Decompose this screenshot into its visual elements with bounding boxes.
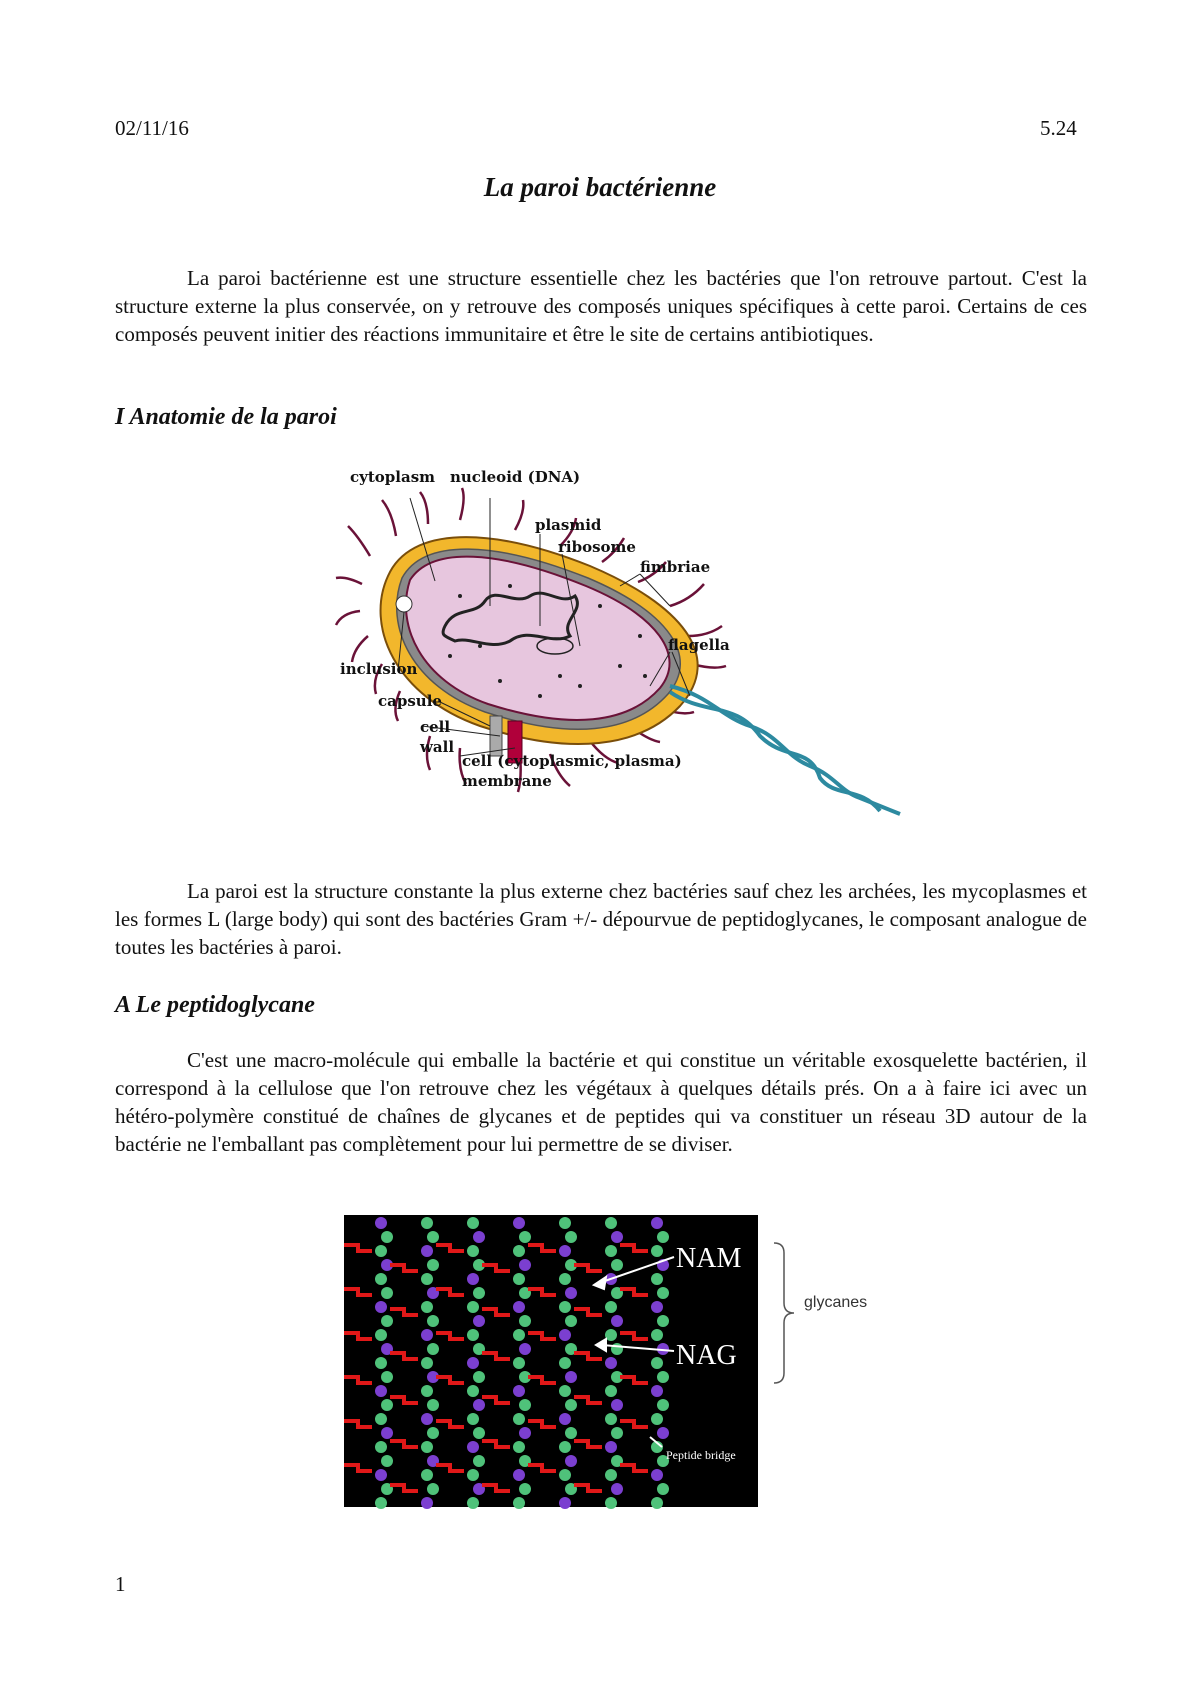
sugar-bead [375,1329,387,1341]
sugar-bead [559,1413,571,1425]
label-flagella: flagella [668,636,730,654]
sugar-bead [467,1329,479,1341]
sugar-bead [611,1427,623,1439]
sugar-bead [657,1427,669,1439]
sugar-bead [605,1413,617,1425]
sugar-bead [467,1245,479,1257]
sugar-bead [559,1273,571,1285]
label-cell: cell [420,718,451,736]
sugar-bead [375,1273,387,1285]
label-membrane-line2: membrane [462,772,552,790]
sugar-bead [513,1301,525,1313]
sugar-bead [559,1357,571,1369]
sugar-bead [427,1343,439,1355]
sugar-bead [467,1273,479,1285]
sugar-bead [513,1357,525,1369]
label-membrane-line1: cell (cytoplasmic, plasma) [462,752,682,770]
sugar-bead [611,1315,623,1327]
sugar-bead [657,1399,669,1411]
sugar-bead [605,1245,617,1257]
sugar-bead [421,1245,433,1257]
sugar-bead [565,1455,577,1467]
sugar-bead [605,1217,617,1229]
sugar-bead [381,1455,393,1467]
section-heading-anatomy: I Anatomie de la paroi [115,404,337,430]
sugar-bead [605,1357,617,1369]
sugar-bead [519,1427,531,1439]
sugar-bead [421,1273,433,1285]
sugar-bead [519,1315,531,1327]
sugar-bead [513,1329,525,1341]
sugar-bead [421,1329,433,1341]
intro-paragraph: La paroi bactérienne est une structure essentielle chez les bactéries que l'on retrouve partout. C'est la structure externe la plus conservée, on y retrouve des composés uniques spécifiques à cette paroi. Certains de ces composés peuvent initier des réactions immunitaire et être le site de certains antibiotiques. [115,266,1087,346]
label-inclusion: inclusion [340,660,418,678]
header-date: 02/11/16 [115,116,189,140]
sugar-bead [473,1371,485,1383]
sugar-bead [467,1441,479,1453]
sugar-bead [651,1469,663,1481]
sugar-bead [421,1413,433,1425]
sugar-bead [427,1427,439,1439]
sugar-bead [473,1287,485,1299]
sugar-bead [467,1217,479,1229]
sugar-bead [657,1287,669,1299]
sugar-bead [565,1231,577,1243]
sugar-bead [565,1287,577,1299]
sugar-bead [421,1217,433,1229]
sugar-bead [565,1371,577,1383]
sugar-bead [427,1259,439,1271]
peptidoglycan-paragraph: C'est une macro-molécule qui emballe la bactérie et qui constitue un véritable exosquelette bactérien, il correspond à la cellulose que l'on retrouve chez les végétaux à quelques détails prés. On a à faire ici avec un hétéro-polymère constitué de chaînes de glycanes et de peptides qui va constituer un réseau 3D autour de la bactérie ne l'emballant pas complètement pour lui permettre de se diviser. [115,1048,1087,1156]
label-peptide-bridge: Peptide bridge [666,1448,736,1462]
label-nucleoid: nucleoid (DNA) [450,468,581,486]
sugar-bead [559,1301,571,1313]
sugar-bead [519,1399,531,1411]
sugar-bead [657,1315,669,1327]
sugar-bead [473,1427,485,1439]
sugar-bead [467,1385,479,1397]
sugar-bead [421,1385,433,1397]
label-cytoplasm: cytoplasm [350,468,436,486]
sugar-bead [651,1497,663,1509]
sugar-bead [467,1301,479,1313]
glycanes-brace [774,1243,794,1383]
header-reference: 5.24 [1040,116,1077,140]
sugar-bead [651,1413,663,1425]
sugar-bead [427,1231,439,1243]
page-title: La paroi bactérienne [483,172,717,202]
sugar-bead [513,1441,525,1453]
sugar-bead [651,1273,663,1285]
flagellum [670,686,900,814]
sugar-bead [421,1441,433,1453]
sugar-bead [513,1497,525,1509]
sugar-bead [473,1455,485,1467]
sugar-bead [381,1287,393,1299]
sugar-bead [611,1231,623,1243]
sugar-bead [519,1259,531,1271]
sugar-bead [513,1273,525,1285]
sugar-bead [427,1483,439,1495]
sugar-bead [421,1469,433,1481]
sugar-bead [467,1469,479,1481]
sugar-bead [605,1497,617,1509]
sugar-bead [381,1315,393,1327]
section-heading-peptidoglycan: A Le peptidoglycane [115,992,315,1018]
sugar-bead [467,1357,479,1369]
wall-paragraph: La paroi est la structure constante la plus externe chez bactéries sauf chez les archées, les mycoplasmes et les formes L (large body) qui sont des bactéries Gram +/- dépourvue de peptidoglycanes, le composant analogue de toutes les bactéries à paroi. [115,879,1087,959]
sugar-bead [651,1385,663,1397]
sugar-bead [381,1399,393,1411]
sugar-bead [421,1357,433,1369]
sugar-bead [657,1483,669,1495]
sugar-bead [519,1343,531,1355]
sugar-bead [565,1399,577,1411]
sugar-bead [513,1469,525,1481]
sugar-bead [467,1413,479,1425]
sugar-bead [473,1399,485,1411]
sugar-bead [605,1301,617,1313]
sugar-bead [559,1441,571,1453]
sugar-bead [559,1217,571,1229]
sugar-bead [421,1497,433,1509]
sugar-bead [381,1427,393,1439]
sugar-bead [559,1469,571,1481]
sugar-bead [375,1301,387,1313]
sugar-bead [513,1217,525,1229]
sugar-bead [473,1315,485,1327]
sugar-bead [565,1315,577,1327]
sugar-bead [375,1497,387,1509]
sugar-bead [559,1497,571,1509]
sugar-bead [375,1385,387,1397]
sugar-bead [657,1371,669,1383]
page-number: 1 [115,1572,126,1596]
sugar-bead [605,1385,617,1397]
sugar-bead [427,1315,439,1327]
sugar-bead [651,1329,663,1341]
sugar-bead [611,1399,623,1411]
sugar-bead [611,1259,623,1271]
sugar-bead [565,1427,577,1439]
sugar-bead [513,1245,525,1257]
sugar-bead [657,1231,669,1243]
sugar-bead [513,1413,525,1425]
sugar-bead [605,1469,617,1481]
sugar-bead [375,1217,387,1229]
label-wall: wall [420,738,455,756]
sugar-bead [381,1231,393,1243]
sugar-bead [605,1441,617,1453]
bacterium-diagram [340,468,900,856]
sugar-bead [651,1245,663,1257]
sugar-bead [611,1483,623,1495]
sugar-bead [519,1483,531,1495]
label-nam: NAM [676,1243,742,1274]
label-capsule: capsule [378,692,442,710]
peptidoglycan-figure [344,1215,868,1510]
sugar-bead [375,1469,387,1481]
sugar-bead [381,1371,393,1383]
label-nag: NAG [676,1340,737,1371]
sugar-bead [473,1231,485,1243]
sugar-bead [559,1245,571,1257]
sugar-bead [651,1301,663,1313]
sugar-bead [651,1357,663,1369]
sugar-bead [559,1329,571,1341]
sugar-bead [467,1497,479,1509]
sugar-bead [611,1343,623,1355]
label-ribosome: ribosome [558,538,636,556]
sugar-bead [375,1357,387,1369]
label-fimbriae: fimbriae [640,558,711,576]
sugar-bead [513,1385,525,1397]
sugar-bead [375,1245,387,1257]
sugar-bead [519,1231,531,1243]
sugar-bead [375,1441,387,1453]
sugar-bead [559,1385,571,1397]
sugar-bead [651,1217,663,1229]
sugar-bead [427,1399,439,1411]
label-plasmid: plasmid [535,516,602,534]
sugar-bead [375,1413,387,1425]
label-glycanes: glycanes [804,1294,868,1311]
sugar-bead [421,1301,433,1313]
